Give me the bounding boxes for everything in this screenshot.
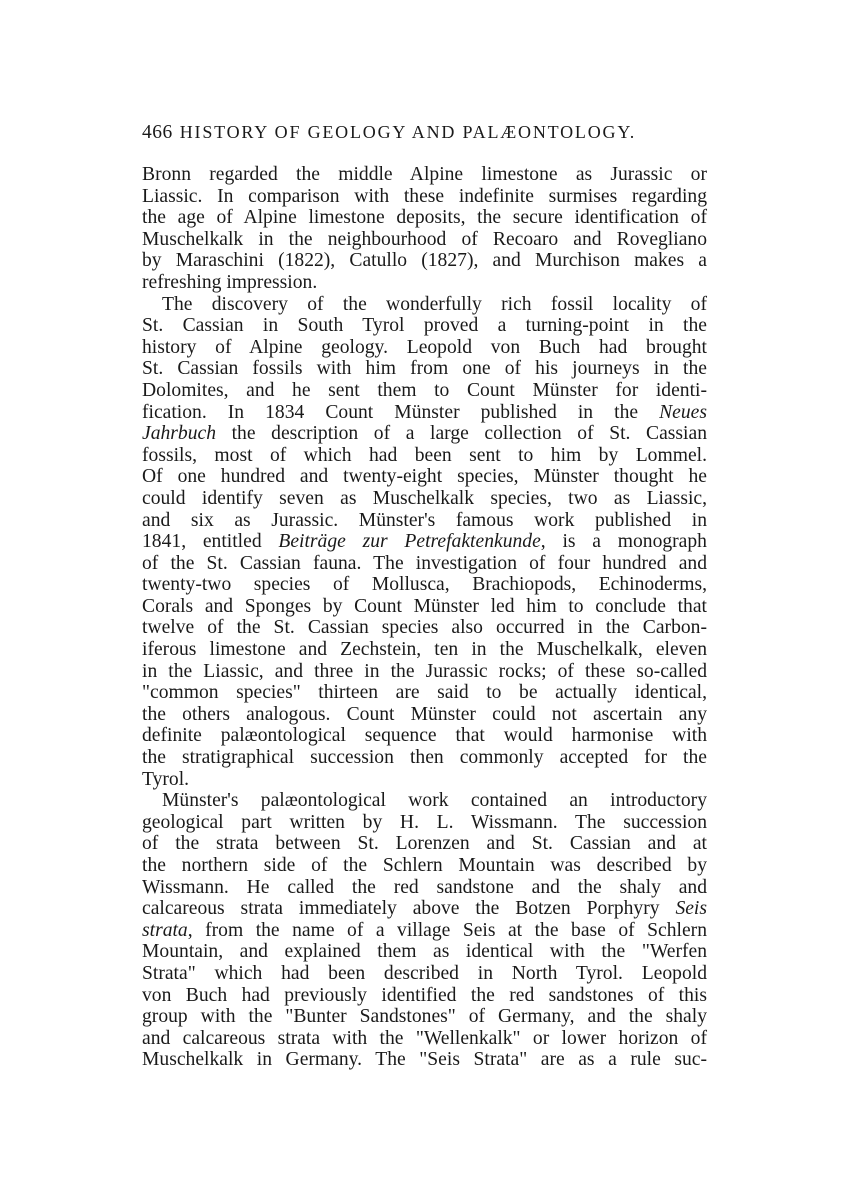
text-line: and six as Jurassic. Münster's famous work published in: [142, 509, 707, 531]
text-line: refreshing impression.: [142, 271, 318, 293]
text-line: iferous limestone and Zechstein, ten in the Muschelkalk, eleven: [142, 639, 707, 661]
text-line: definite palæontological sequence that would harmonise with: [142, 725, 707, 747]
text-line: Dolomites, and he sent them to Count Münster for identi-: [142, 379, 707, 401]
italic-title: Jahrbuch: [142, 423, 217, 445]
text-line: Liassic. In comparison with these indefinite surmises regarding: [142, 185, 707, 207]
text-line: Tyrol.: [142, 768, 190, 790]
text-run: the description of a large collection of St. Cassian: [216, 423, 707, 445]
text-line: [142, 920, 707, 942]
book-page: [142, 122, 707, 1071]
text-line: Wissmann. He called the red sandstone and the shaly and: [142, 876, 707, 898]
italic-title: Neues: [659, 401, 707, 423]
italic-term: Seis: [675, 898, 707, 920]
text-line: geological part written by H. L. Wissmann. The succession: [142, 811, 707, 833]
text-run: , is a monograph: [540, 531, 707, 553]
text-line: in the Liassic, and three in the Jurassic rocks; of these so-called: [142, 660, 707, 682]
running-head: [142, 122, 707, 144]
text-line: [142, 402, 707, 424]
text-line: and calcareous strata with the "Wellenkalk" or lower horizon of: [142, 1027, 707, 1049]
text-line: [142, 898, 707, 920]
text-line: the others analogous. Count Münster could not ascertain any: [142, 703, 707, 725]
text-line: of the St. Cassian fauna. The investigation of four hundred and: [142, 552, 707, 574]
text-run: , from the name of a village Seis at the base of Schlern: [187, 919, 707, 941]
body-text: [142, 164, 707, 1071]
text-line: of the strata between St. Lorenzen and St. Cassian and at: [142, 833, 707, 855]
text-line: twelve of the St. Cassian species also occurred in the Carbon-: [142, 617, 707, 639]
text-line: Mountain, and explained them as identical with the "Werfen: [142, 941, 707, 963]
text-line: the northern side of the Schlern Mountain was described by: [142, 855, 707, 876]
text-line: [142, 531, 707, 553]
text-line: Of one hundred and twenty-eight species, Münster thought he: [142, 466, 707, 488]
running-title: HISTORY OF GEOLOGY AND PALÆONTOLOGY.: [179, 122, 637, 142]
text-line: [142, 423, 707, 445]
text-line: the age of Alpine limestone deposits, the secure identification of: [142, 207, 707, 229]
text-line: Muschelkalk in Germany. The "Seis Strata" are as a rule suc-: [142, 1049, 707, 1071]
text-line: Corals and Sponges by Count Münster led him to conclude that: [142, 595, 707, 617]
text-line: Muschelkalk in the neighbourhood of Recoaro and Rovegliano: [142, 228, 707, 250]
text-line: St. Cassian in South Tyrol proved a turning-point in the: [142, 315, 707, 337]
text-line: St. Cassian fossils with him from one of his journeys in the: [142, 358, 707, 380]
text-line: von Buch had previously identified the red sandstones of this: [142, 984, 707, 1006]
text-run: fication. In 1834 Count Münster published in the: [142, 401, 660, 423]
text-line: group with the "Bunter Sandstones" of Germany, and the shaly: [142, 1006, 707, 1028]
text-line: by Maraschini (1822), Catullo (1827), and Murchison makes a: [142, 250, 707, 272]
italic-term: strata: [142, 919, 188, 941]
text-run: calcareous strata immediately above the Botzen Porphyry: [142, 898, 676, 920]
text-line: the stratigraphical succession then commonly accepted for the: [142, 747, 707, 769]
text-line: twenty-two species of Mollusca, Brachiopods, Echinoderms,: [142, 574, 707, 596]
text-line: The discovery of the wonderfully rich fossil locality of: [162, 293, 707, 315]
text-line: Strata" which had been described in North Tyrol. Leopold: [142, 962, 707, 984]
text-line: fossils, most of which had been sent to him by Lommel.: [142, 444, 707, 466]
text-line: Bronn regarded the middle Alpine limestone as Jurassic or: [142, 164, 707, 185]
text-line: Münster's palæontological work contained an introductory: [162, 790, 707, 812]
page-number: 466: [142, 122, 173, 143]
text-line: could identify seven as Muschelkalk species, two as Liassic,: [142, 487, 707, 509]
text-line: history of Alpine geology. Leopold von Buch had brought: [142, 336, 707, 358]
text-run: 1841, entitled: [142, 531, 279, 553]
text-line: "common species" thirteen are said to be actually identical,: [142, 682, 707, 704]
italic-title: Beiträge zur Petrefaktenkunde: [278, 531, 541, 553]
